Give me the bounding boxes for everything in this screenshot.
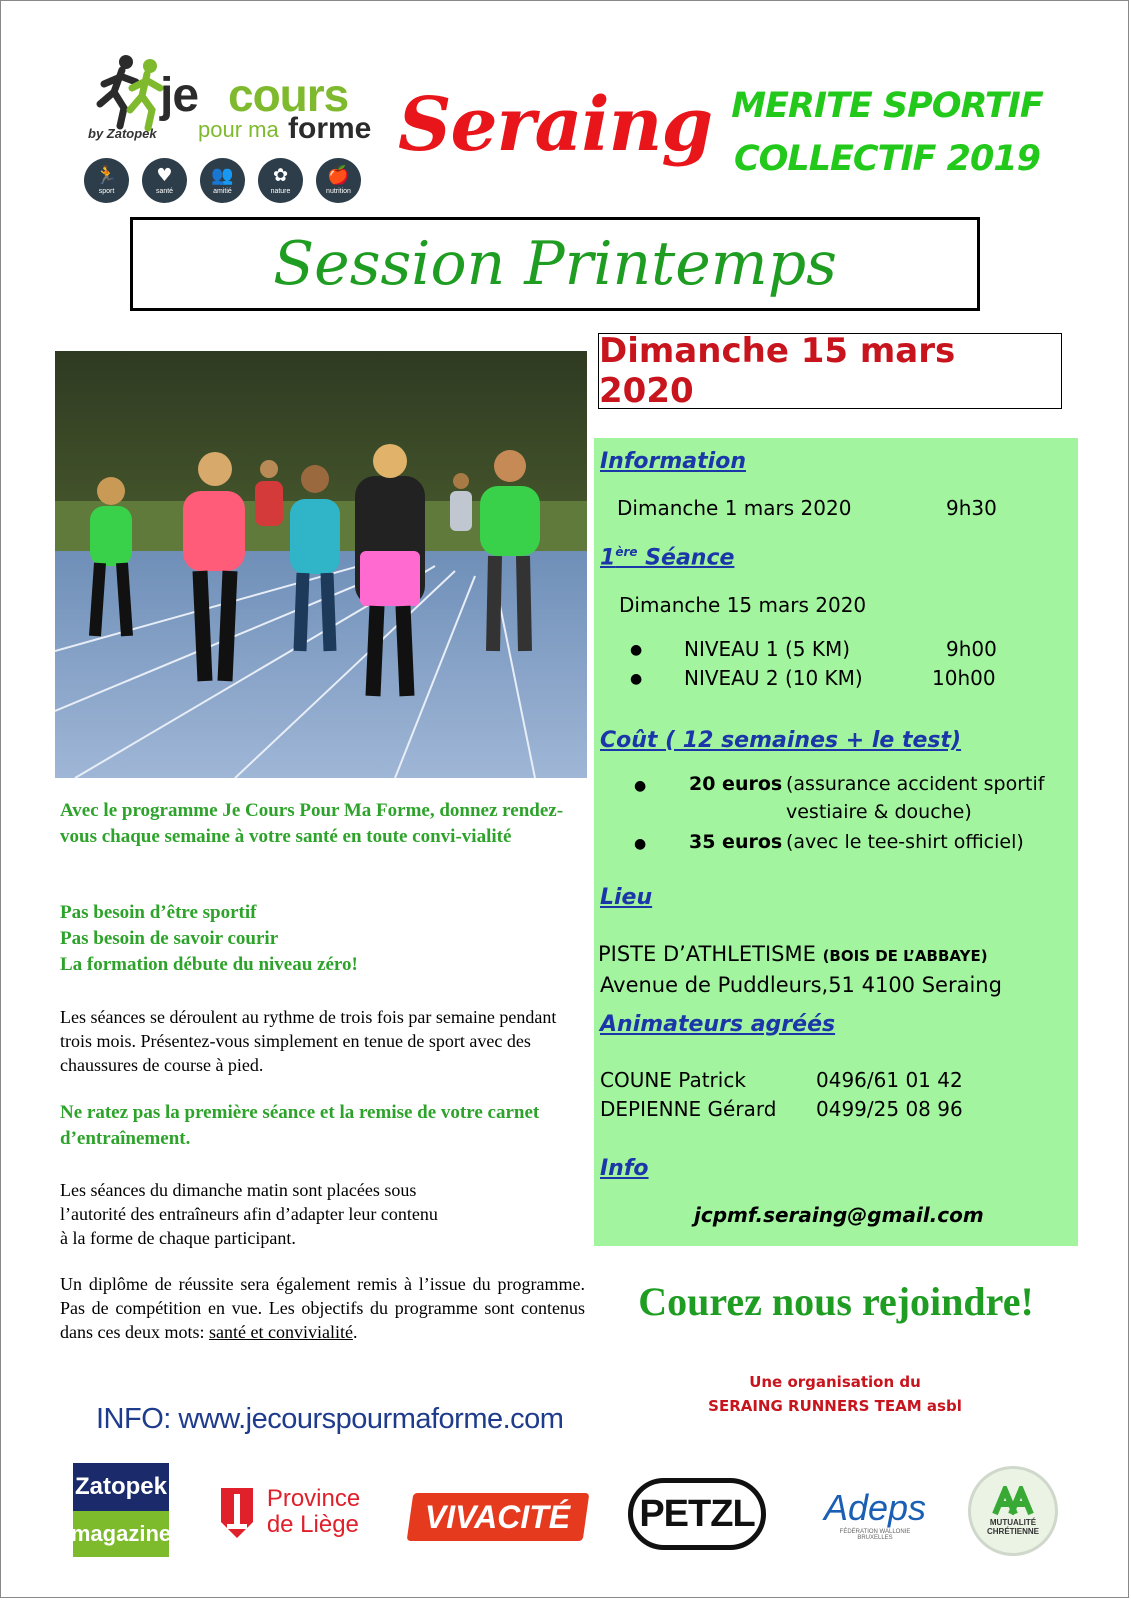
adeps-logo — [810, 1470, 940, 1558]
merite-sportif-text — [722, 80, 1052, 186]
animateur-1-phone: 0496/61 01 42 — [816, 1068, 963, 1092]
merite-line-1: MERITE SPORTIF — [731, 86, 1043, 126]
info-heading: Info — [600, 1156, 649, 1181]
cout-1-desc2: vestiaire & douche) — [786, 801, 972, 823]
sport-icon: 🏃 sport — [84, 158, 129, 203]
contact-email[interactable]: jcpmf.seraing@gmail.com — [694, 1203, 984, 1227]
logo-pour-text: pour ma — [198, 117, 279, 142]
bullet-icon: ● — [634, 836, 647, 852]
merite-line-2: COLLECTIF 2019 — [733, 139, 1041, 179]
bullet-icon: ● — [630, 642, 643, 658]
logo-cours-text: cours — [228, 69, 349, 121]
session-title: Session Printemps — [273, 229, 837, 299]
info-website[interactable]: INFO: www.jecourspourmaforme.com — [96, 1403, 564, 1435]
objectifs-period: . — [352, 1322, 358, 1342]
niveau-1-time: 9h00 — [946, 637, 997, 661]
niveau-2-time: 10h00 — [932, 666, 996, 690]
seances-text: Les séances se déroulent au rythme de trois fois par semaine pendant trois mois. Présentez-vous simplement en tenue de sport avec des chaussures de course à pied. — [60, 1007, 557, 1075]
objectifs-sentence: Les objectifs du programme sont contenus dans ces deux mots: — [60, 1298, 585, 1342]
cout-1-desc: (assurance accident sportif — [786, 773, 1045, 795]
province-liege-logo — [210, 1480, 365, 1544]
organisation-line-1: Une organisation du — [749, 1373, 921, 1391]
information-time: 9h30 — [946, 496, 997, 520]
cout-2-price: 35 euros — [689, 831, 783, 853]
session-title-box — [130, 217, 980, 311]
zatopek-logo — [70, 1463, 172, 1557]
nutrition-icon: 🍎 nutrition — [316, 158, 361, 203]
zatopek-word: Zatopek — [73, 1463, 169, 1511]
intro-text: Avec le programme Je Cours Pour Ma Forme, donnez rendez-vous chaque semaine à votre santé en toute convi-vialité — [60, 800, 564, 847]
lieu-line-2: Avenue de Puddleurs,51 4100 Seraing — [600, 973, 1002, 997]
point-2: Pas besoin de savoir courir — [60, 928, 279, 949]
bullet-icon: ● — [630, 671, 643, 687]
mutualite-word: MUTUALITÉ CHRÉTIENNE — [986, 1518, 1039, 1536]
points-list — [60, 900, 585, 978]
dimanche-text — [60, 1178, 585, 1250]
petzl-logo — [628, 1478, 766, 1550]
objectifs-underlined: santé et convivialité — [208, 1322, 353, 1342]
logo-je-text: je — [160, 69, 199, 122]
lieu-line-1: PISTE D’ATHLETISME (BOIS DE L’ABBAYE) — [598, 942, 988, 966]
diplome-sentence: Un diplôme de réussite sera également remis à l’issue du programme. Pas de compétition en vue. — [60, 1274, 585, 1318]
vivacite-logo — [407, 1493, 590, 1541]
organisation-line-2: SERAING RUNNERS TEAM asbl — [708, 1397, 962, 1415]
animateur-1-name: COUNE Patrick — [600, 1068, 746, 1092]
cout-heading: Coût ( 12 semaines + le test) — [600, 728, 962, 753]
petzl-word: PETZL — [639, 1492, 755, 1535]
dimanche-line-3: à la forme de chaque participant. — [60, 1228, 296, 1248]
seance-heading: 1ère Séance — [600, 545, 735, 571]
point-1: Pas besoin d’être sportif — [60, 902, 257, 923]
animateur-2-phone: 0499/25 08 96 — [816, 1097, 963, 1121]
info-panel — [594, 438, 1078, 1246]
cout-1-price: 20 euros — [689, 773, 783, 795]
niveau-1-label: NIVEAU 1 (5 KM) — [684, 637, 850, 661]
point-3: La formation débute du niveau zéro! — [60, 954, 358, 975]
logo-icons-row — [84, 158, 361, 203]
dimanche-line-1: Les séances du dimanche matin sont placées sous — [60, 1180, 417, 1200]
de-liege-word: de Liège — [266, 1511, 359, 1538]
animateur-2-name: DEPIENNE Gérard — [600, 1097, 777, 1121]
adeps-word: Adeps — [823, 1487, 927, 1528]
courez-slogan: Courez nous rejoindre! — [638, 1279, 1034, 1324]
bullet-icon: ● — [634, 778, 647, 794]
seance-date: Dimanche 15 mars 2020 — [619, 593, 867, 617]
seraing-title: Seraing — [398, 82, 713, 168]
main-date-box — [598, 333, 1062, 409]
logo-forme-text: forme — [288, 112, 372, 145]
mutualite-chretienne-logo — [968, 1466, 1058, 1556]
province-word: Province — [266, 1485, 361, 1512]
friendship-icon: 👥 amitié — [200, 158, 245, 203]
magazine-word: magazine — [73, 1511, 169, 1557]
nature-icon: ✿ nature — [258, 158, 303, 203]
information-date: Dimanche 1 mars 2020 — [617, 496, 852, 520]
information-heading: Information — [600, 449, 746, 474]
health-icon: ♥ santé — [142, 158, 187, 203]
animateurs-heading: Animateurs agréés — [600, 1012, 836, 1037]
vivacite-word: VIVACITÉ — [425, 1498, 571, 1535]
dimanche-line-2: l’autorité des entraîneurs afin d’adapter leur contenu — [60, 1204, 438, 1224]
niveau-2-label: NIVEAU 2 (10 KM) — [684, 666, 863, 690]
liege-perron-icon — [215, 1482, 259, 1542]
diplome-text — [60, 1272, 585, 1344]
mc-emblem-icon — [991, 1486, 1035, 1518]
cout-2-desc: (avec le tee-shirt officiel) — [786, 831, 1024, 853]
organisation-text — [640, 1370, 1030, 1418]
main-date: Dimanche 15 mars 2020 — [599, 331, 956, 411]
lieu-heading: Lieu — [600, 885, 653, 910]
ne-ratez-text: Ne ratez pas la première séance et la remise de votre carnet d’entraînement. — [60, 1102, 540, 1149]
logo-by-text: by Zatopek — [88, 126, 157, 141]
adeps-subtitle: FÉDÉRATION WALLONIE BRUXELLES — [839, 1529, 911, 1541]
runners-photo — [55, 351, 587, 778]
